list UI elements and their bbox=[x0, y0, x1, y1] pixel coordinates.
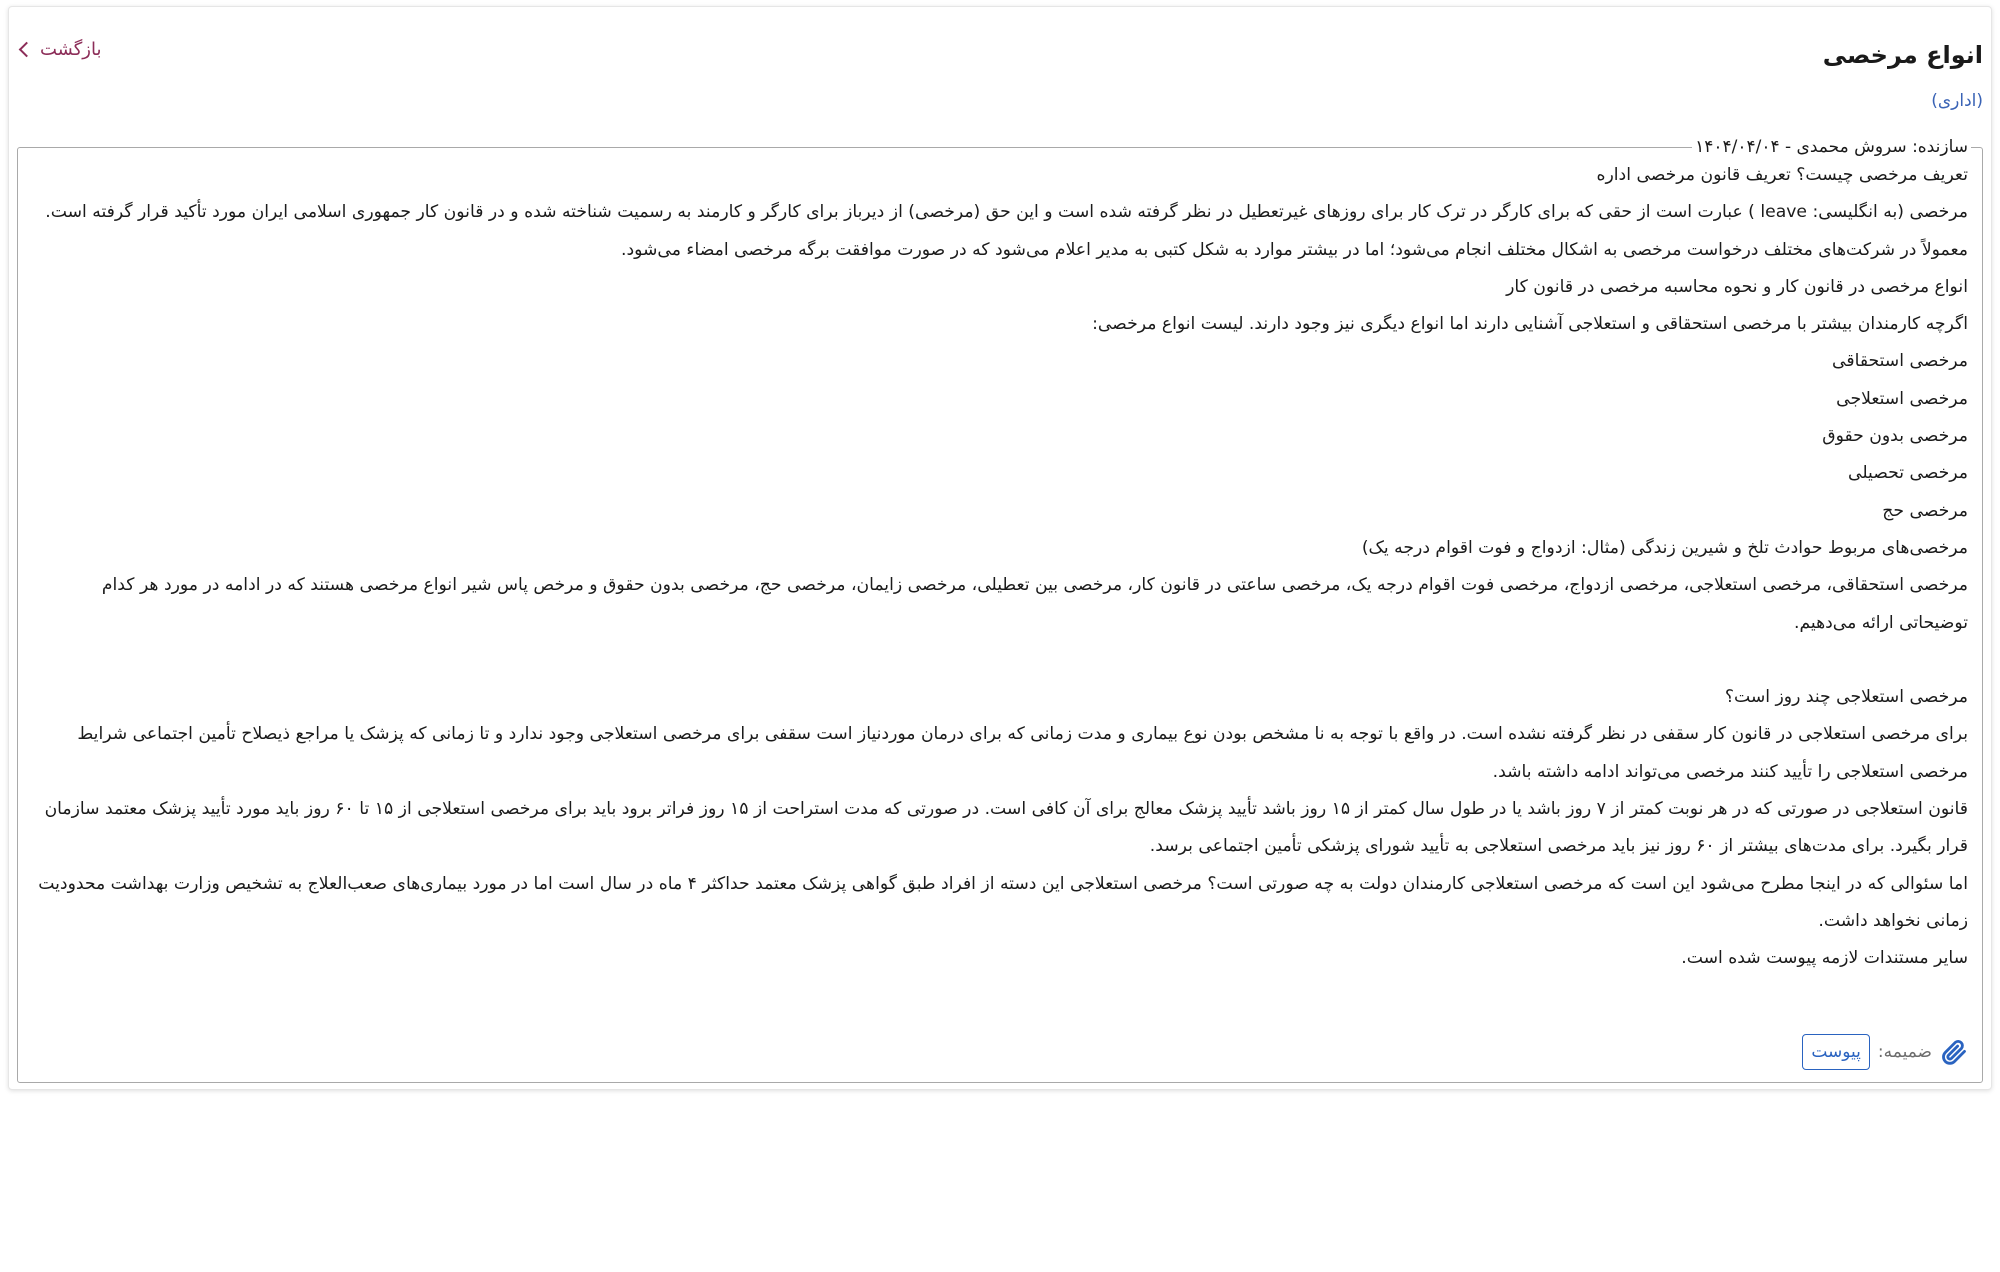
list-item: مرخصی استعلاجی bbox=[1836, 388, 1968, 409]
paragraph: تعریف مرخصی چیست؟ تعریف قانون مرخصی اداره bbox=[1596, 165, 1968, 185]
paragraph: انواع مرخصی در قانون کار و نحوه محاسبه مرخصی در قانون کار bbox=[1506, 276, 1968, 297]
paragraph: مرخصی استحقاقی، مرخصی استعلاجی، مرخصی ازدواج، مرخصی فوت اقوام درجه یک، مرخصی ساعتی در قانون کار، مرخصی بین تعطیلی، مرخصی زایمان، مرخصی حج، مرخصی بدون حقوق و مرخص پاس شیر انواع مرخصی هستند که در ادامه در مورد هر کدام توضیحاتی ارائه می‌دهیم. bbox=[101, 575, 1968, 633]
paragraph: برای مرخصی استعلاجی در قانون کار سقفی در نظر گرفته نشده است. در واقع با توجه به نا مشخص بودن نوع بیماری و مدت زمانی که برای درمان موردنیاز است سقفی برای مرخصی استعلاجی وجود ندارد و تا زمانی که پزشک یا مراجع ذیصلاح تأمین اجتماعی شرایط مرخصی استعلاجی را تأیید کنند مرخصی می‌تواند ادامه داشته باشد. bbox=[77, 724, 1968, 782]
attachment-label: ضمیمه: bbox=[1877, 1042, 1932, 1062]
attachment-row bbox=[1802, 1034, 1968, 1070]
paragraph: اگرچه کارمندان بیشتر با مرخصی استحقاقی و استعلاجی آشنایی دارند اما انواع دیگری نیز وجود دارند. لیست انواع مرخصی: bbox=[1092, 314, 1968, 335]
paragraph: سایر مستندات لازمه پیوست شده است. bbox=[1681, 948, 1968, 969]
list-item: مرخصی‌های مربوط حوادث تلخ و شیرین زندگی (مثال: ازدواج و فوت اقوام درجه یک) bbox=[1361, 537, 1968, 558]
paragraph: قانون استعلاجی در صورتی که در هر نوبت کمتر از ۷ روز باشد یا در طول سال کمتر از ۱۵ روز باشد تأیید پزشک معالج برای آن کافی است. در صورتی که مدت استراحت از ۱۵ روز فراتر برود باید برای مرخصی استعلاجی از ۱۵ تا ۶۰ روز باید مورد تأیید پزشک معتمد سازمان قرار بگیرد. برای مدت‌های بیشتر از ۶۰ روز نیز باید مرخصی استعلاجی به تأیید شورای پزشکی تأمین اجتماعی برسد. bbox=[44, 799, 1968, 857]
back-link-label: بازگشت bbox=[40, 39, 102, 60]
author-legend: سازنده: سروش محمدی - ۱۴۰۴/۰۴/۰۴ bbox=[1695, 137, 1968, 157]
list-item: مرخصی بدون حقوق bbox=[1822, 426, 1968, 447]
list-item: مرخصی تحصیلی bbox=[1848, 463, 1968, 484]
list-item: مرخصی استحقاقی bbox=[1832, 351, 1968, 372]
page-card bbox=[8, 6, 1992, 1090]
back-link[interactable] bbox=[17, 39, 102, 60]
category-label: (اداری) bbox=[1931, 91, 1983, 111]
page-header bbox=[9, 7, 1991, 137]
chevron-left-icon bbox=[19, 42, 35, 58]
paragraph: معمولاً در شرکت‌های مختلف درخواست مرخصی به اشکال مختلف انجام می‌شود؛ اما در بیشتر موارد به شکل کتبی به مدیر اعلام می‌شود که در صورت موافقت برگه مرخصی امضاء می‌شود. bbox=[621, 239, 1968, 260]
paperclip-icon bbox=[1940, 1038, 1968, 1066]
paragraph: اما سئوالی که در اینجا مطرح می‌شود این است که مرخصی استعلاجی کارمندان دولت به چه صورتی است؟ مرخصی استعلاجی این دسته از افراد طبق گواهی پزشک معتمد حداکثر ۴ ماه در سال است اما در مورد بیماری‌های صعب‌العلاج به تشخیص وزارت بهداشت محدودیت زمانی نخواهد داشت. bbox=[38, 873, 1968, 931]
content-fieldset bbox=[17, 137, 1983, 1083]
paragraph: مرخصی استعلاجی چند روز است؟ bbox=[1724, 687, 1968, 708]
attachment-button[interactable]: پیوست bbox=[1802, 1034, 1870, 1070]
body-text bbox=[32, 157, 1968, 978]
blank-line bbox=[32, 642, 1968, 679]
paragraph: مرخصی (به انگلیسی: leave ) عبارت است از حقی که برای کارگر در ترک کار برای روزهای غیرتعطیل در نظر گرفته شده است و این حق (مرخصی) از دیرباز برای کارگر و کارمند به رسمیت شناخته شده و در قانون کار جمهوری اسلامی ایران مورد تأکید قرار گرفته است. bbox=[45, 202, 1968, 223]
list-item: مرخصی حج bbox=[1882, 500, 1968, 521]
page-title: انواع مرخصی bbox=[1822, 41, 1983, 69]
